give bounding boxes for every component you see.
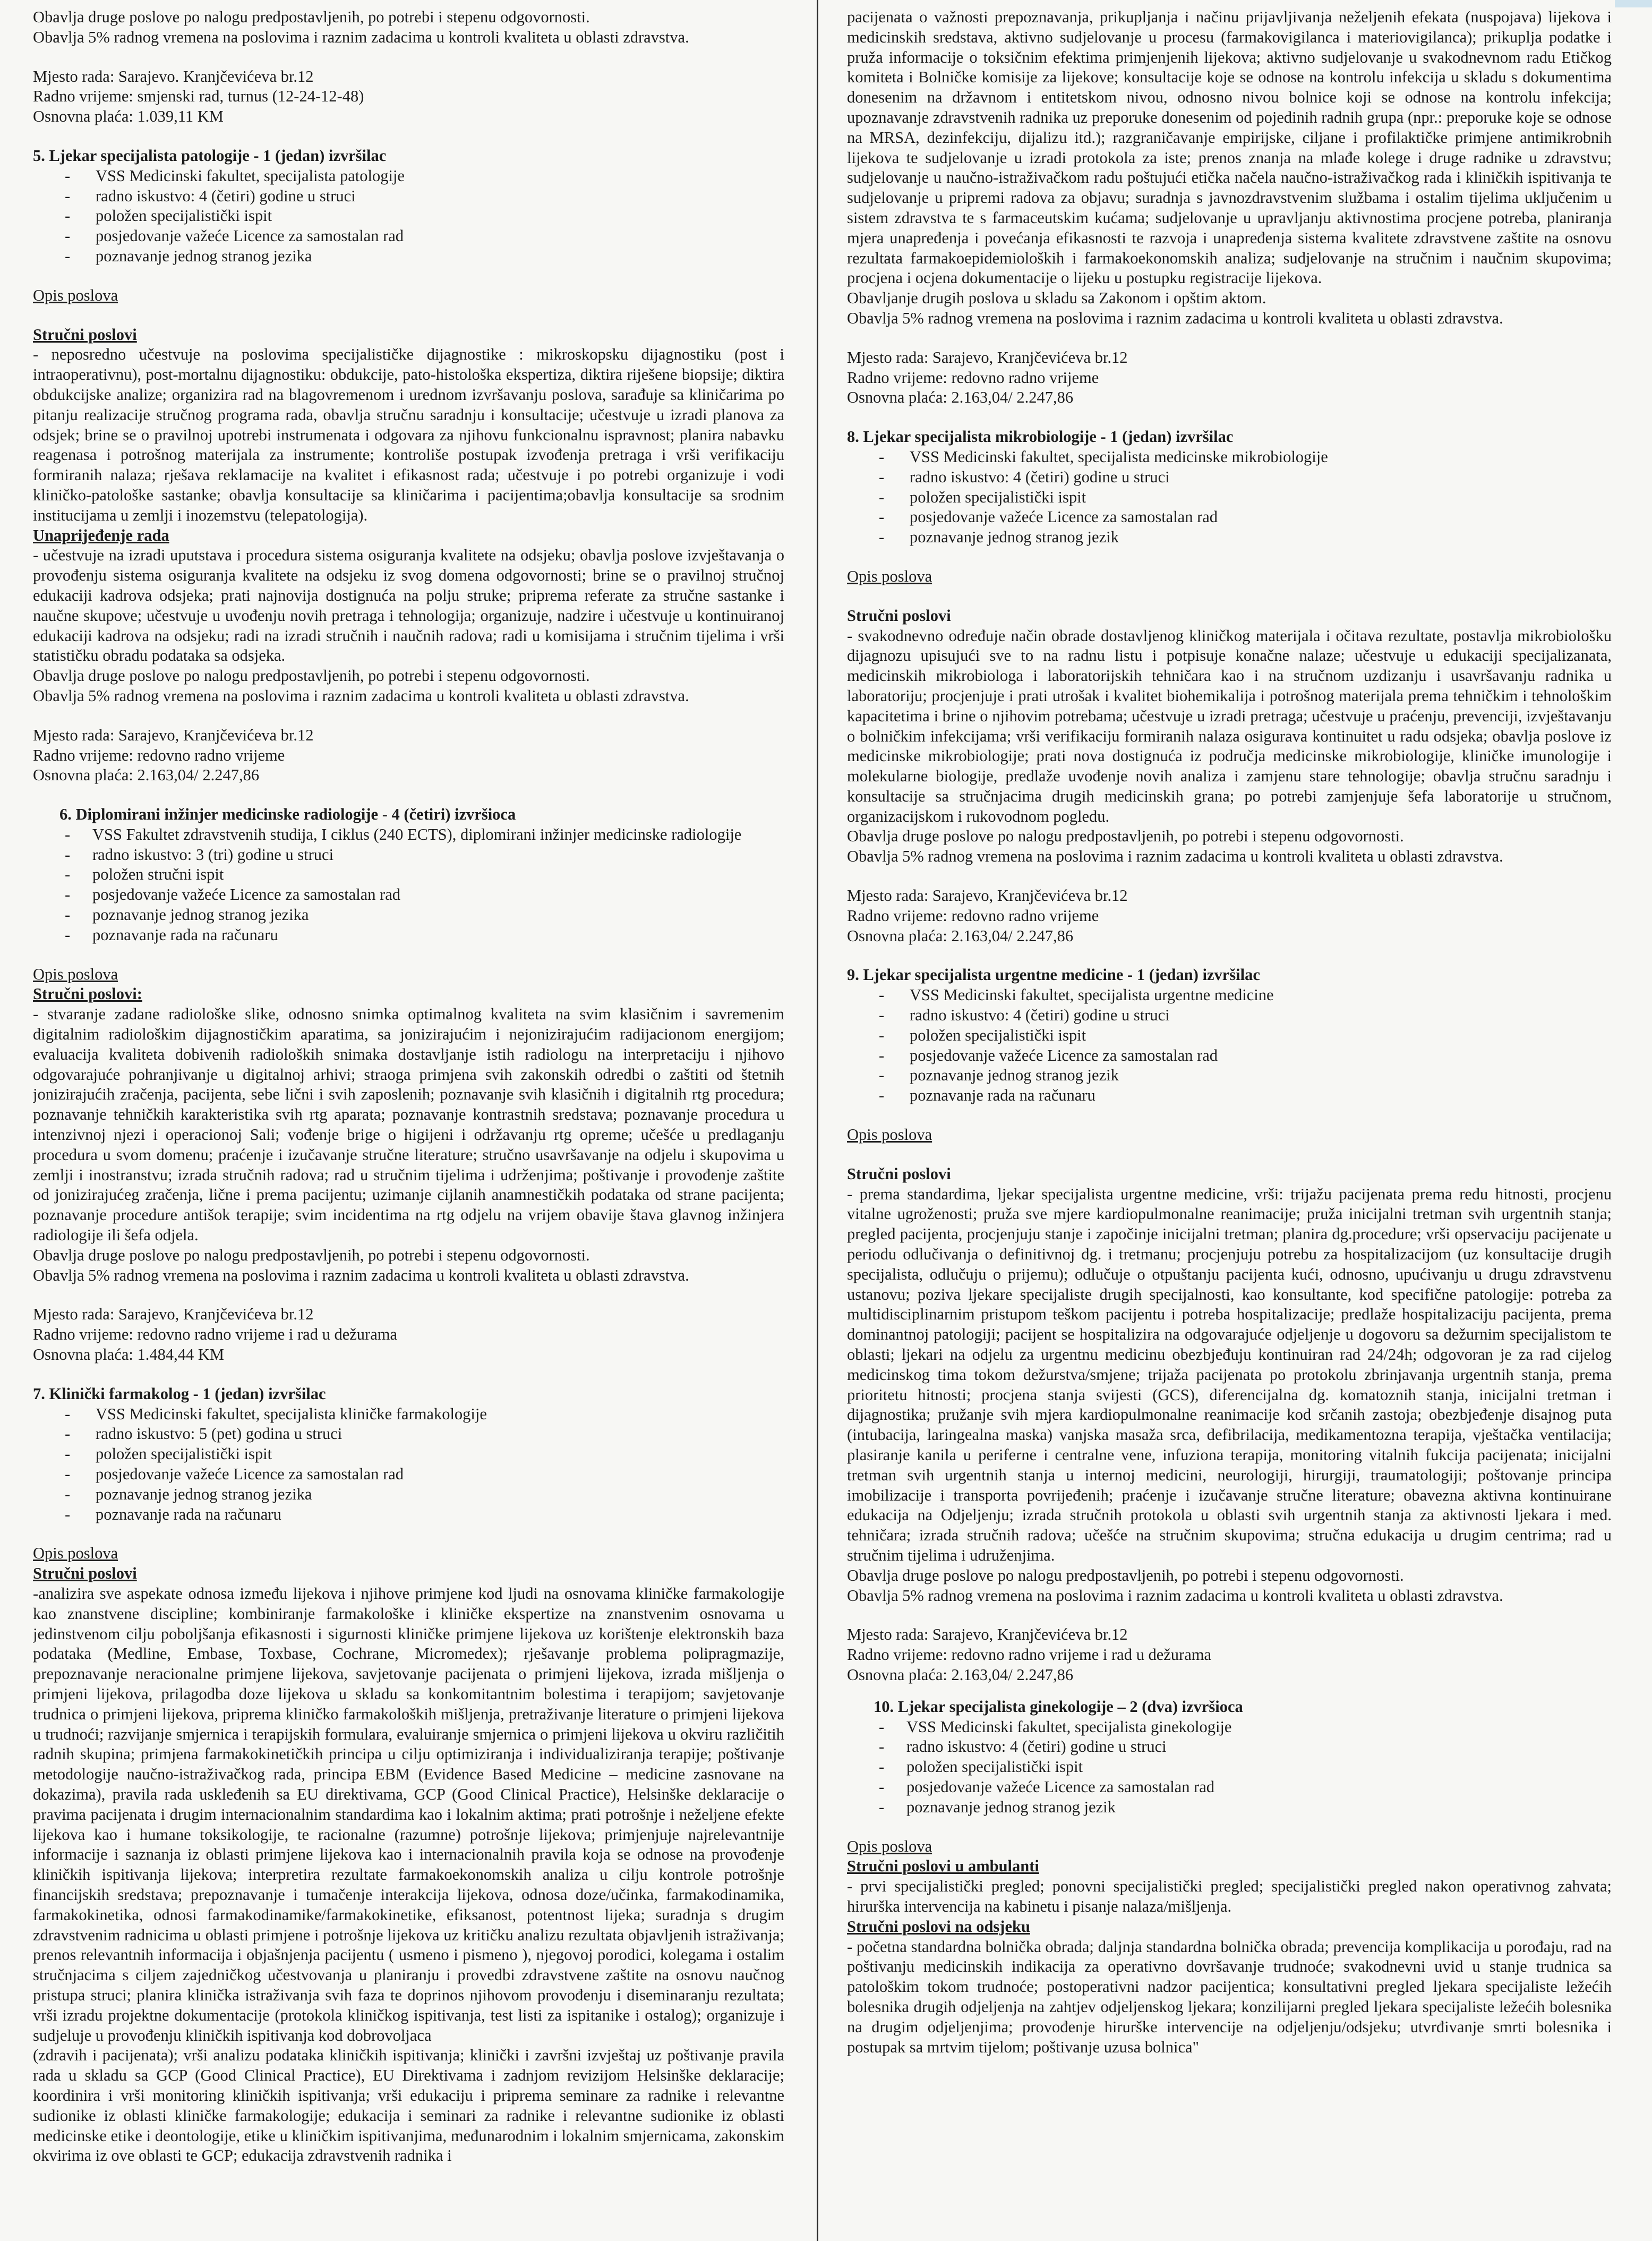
requirement-item: - položen stručni ispit xyxy=(33,865,784,885)
quality-pct: Obavlja 5% radnog vremena na poslovima i raznim zadacima u kontroli kvaliteta u oblasti zdravstva. xyxy=(33,1266,689,1284)
section-10 xyxy=(847,1697,1612,2058)
requirement-item: - radno iskustvo: 4 (četiri) godine u struci xyxy=(847,1737,1612,1757)
requirements-list xyxy=(847,447,1612,548)
work-place: Mjesto rada: Sarajevo, Kranjčevićeva br.12 xyxy=(847,1625,1128,1644)
opis-heading: Opis poslova xyxy=(847,567,932,585)
requirement-item: - VSS Medicinski fakultet, specijalista urgentne medicine xyxy=(847,985,1612,1006)
requirements-list xyxy=(847,985,1612,1106)
base-pay: Osnovna plaća: 2.163,04/ 2.247,86 xyxy=(847,1665,1074,1684)
work-place: Mjesto rada: Sarajevo, Kranjčevićeva br.12 xyxy=(33,1305,314,1324)
requirement-item: - posjedovanje važeće Licence za samostalan rad xyxy=(847,1777,1612,1797)
work-time: Radno vrijeme: redovno radno vrijeme xyxy=(33,746,285,764)
opis-heading: Opis poslova xyxy=(33,286,118,304)
requirement-item: - poznavanje jednog stranog jezika xyxy=(33,246,784,267)
base-pay: Osnovna plaća: 2.163,04/ 2.247,86 xyxy=(847,388,1074,407)
requirement-item: - poznavanje jednog stranog jezik xyxy=(847,1797,1612,1818)
base-pay: Osnovna plaća: 2.163,04/ 2.247,86 xyxy=(847,926,1074,945)
intro-place: Mjesto rada: Sarajevo. Kranjčevićeva br.12 xyxy=(33,67,314,86)
duties-text: -analizira sve aspekate odnosa između lijekova i njihove primjene kod ljudi na osnovama kliničke farmakologije kao znanstvene discipline; kombiniranje farmakološke i kliničke ekspertize na znanstvenim osnovama u jedinstvenom cilju poboljšanja efikasnosti i sigurnosti kliničke primjene lijekova uz korištenje elektronskih baza podataka (Medline, Embase, Toxbase, Cochrane, Micromedex); rješavanje problema polipragmazije, prepoznavanje neracionalne primjene lijekova, savjetovanje pacijenata o primjeni lijekova, izrada mišljenja o primjeni lijekova, prilagodba doze lijekova u skladu sa konkomitantnim bolestima i terapijom; savjetovanje trudnica o primjeni lijekova, priprema kliničko farmakoloških mišljenja, pretraživanje literature o primjeni lijekova u trudnoći; razvijanje smjernica i terapijskih formulara, evaluiranje smjernica o primjeni lijekova u okviru različitih radnih skupina; primjena farmakokinetičkih principa u cilju optimiziranja i individualiziranja terapije; poštivanje metodologije naučno-istraživačkog rada, principa EBM (Evidence Based Medicine – medicine zasnovane na dokazima), pravila rada uskleđenih sa EU direktivama, GCP (Good Clinical Practice), Helsinške deklaracije o pravima pacijenata i drugim internacionalnim standardima kao i lokalnim aktima; prati potrošnje i neželjene efekte lijekova kao i humane toksikologije, te racionalne (razumne) potrošnje lijekova; primjenjuje najrelevantnije informacije i saznanja iz oblasti primjene lijekova kao i internacionalnih pravila koja se odnose na provođenje kliničkih ispitivanja lijekova; interpretira rezultate farmakoekonomskih analiza u cilju kontrole potrošnje financijskih sredstava; prepoznavanje i tumačenje interakcija lijekova, odnosa doze/učinka, farmakodinamika, farmakokinetika, odnosi farmakodinamike/farmakokinetike, efiksanost, potentnost lijeka; suradnja s drugim zdravstvenim radnicima u oblasti primjene i potrošnje lijekova uz kritičku analizu rezultata objavljenih istraživanja; prenos relevantnih informacija i objašnjenja pacijentu ( usmeno i pismeno ), njegovoj porodici, kolegama i ostalim stručnjacima s ciljem zajedničkog učestvovanja u planiranju i provedbi zdravstvene zaštite na osnovu naučnog pristupa struci; planira klinička istraživanja svih faza te doprinos njihovom provođenju i diseminaranju rezultata; vrši izradu projektne dokumentacije (protokola kliničkog ispitivanja, test listi za ispitanike i ostalog); organizuje i sudjeluje u provođenju kliničkih ispitivanja kod dobrovoljaca xyxy=(33,1584,784,2044)
section-title: 8. Ljekar specijalista mikrobiologije - 1 (jedan) izvršilac xyxy=(847,428,1234,446)
requirements-list xyxy=(33,1404,784,1525)
quality-pct: Obavlja 5% radnog vremena na poslovima i raznim zadacima u kontroli kvaliteta u oblasti zdravstva. xyxy=(847,847,1503,866)
opis-heading: Opis poslova xyxy=(847,1126,932,1144)
section-7-continued: pacijenata o važnosti prepoznavanja, prikupljanja i načinu prijavljivanja neželjenih efekata (nuspojava) lijekova i medicinskih sredstava, aktivno sudjelovanje u procesu (farmakovigilanca i materiovigilanca); prikuplja podatke i pruža informacije o toksičnim efektima primjenjenih lijekova; aktivno sudjelovanje u svakodnevnom radu Etičkog komiteta i Bolničke komisije za lijekove; konsultacije koje se odnose na kontrolu infekcija u skladu s dokumentima donesenim na državnom i entitetskom nivou, odnosno nivou bolnice koji se odnose na kontrolu infekcija; upoznavanje zdravstvenih radnika uz preporuke donesenim od pojedinih radnih grupa (npr.: preporuke koje se odnose na MRSA, dezinfekciju, dijalizu itd.); razgraničavanje empirijske, ciljane i profilaktičke primjene antimikrobnih lijekova te sudjelovanje u izradi protokola za iste; prenos znanja na mlađe kolege i druge radnike u zdravstvu; sudjelovanje u naučno-istraživačkom radu poštujući etička načela naučno-istraživačkog rada i kliničkih ispitivanja te sudjelovanje u pripremi radova za objavu; suradnja s javnozdravstvenim službama i ostalim tijelima uključenim u sistem zdravstva te s farmaceutskim kućama; sudjelovanje u upravljanju aktivnostima procjene potreba, planiranja mjera unapređenja i povećanja efikasnosti te razvoja i unapređenja sistema kvalitete zdravstvene zaštite na osnovu rezultata farmakoepidemioloških i farmakoekonomskih analiza; sudjelovanje na stručnim i naučnim skupovima; procjena i ocjena dokumentacije o lijeku u postupku registracije lijekova. xyxy=(847,8,1612,287)
base-pay: Osnovna plaća: 2.163,04/ 2.247,86 xyxy=(33,766,260,785)
section-6 xyxy=(33,805,784,1365)
corner-mark xyxy=(1615,0,1652,7)
strucni-heading: Stručni poslovi xyxy=(847,1164,951,1183)
requirement-item: - poznavanje rada na računaru xyxy=(847,1086,1612,1106)
requirement-item: - radno iskustvo: 5 (pet) godina u struci xyxy=(33,1424,784,1444)
requirement-item: - poznavanje jednog stranog jezik xyxy=(847,527,1612,548)
intro-pct: Obavlja 5% radnog vremena na poslovima i raznim zadacima u kontroli kvaliteta u oblasti zdravstva. xyxy=(33,28,689,46)
ambulanta-heading: Stručni poslovi u ambulanti xyxy=(847,1857,1039,1876)
work-time: Radno vrijeme: redovno radno vrijeme i rad u dežurama xyxy=(33,1325,397,1344)
section-title: 6. Diplomirani inžinjer medicinske radiologije - 4 (četiri) izvršioca xyxy=(59,805,516,824)
column-divider xyxy=(817,0,818,2241)
work-time: Radno vrijeme: redovno radno vrijeme i rad u dežurama xyxy=(847,1646,1211,1664)
section-title: 5. Ljekar specijalista patologije - 1 (jedan) izvršilac xyxy=(33,146,387,165)
unapredjenje-heading: Unapriјeđenje rada xyxy=(33,526,169,544)
requirement-item: - posjedovanje važeće Licence za samostalan rad xyxy=(847,507,1612,527)
section-8 xyxy=(847,427,1612,946)
intro-time: Radno vrijeme: smjenski rad, turnus (12-24-12-48) xyxy=(33,87,364,106)
section-9 xyxy=(847,965,1612,1685)
requirement-item: - poznavanje jednog stranog jezika xyxy=(33,1485,784,1505)
improvement-text: - učestvuje na izradi uputstava i procedura sistema osiguranja kvalitete na odsjeku; obavlja poslove izvještavanja o provođenju sistema osiguranja kvalitete na odsjeku iz svog domena odgovornosti; brine se o pravilnoj stručnoj edukaciji kadrova odsjeka; prati najnovija dostignuća na polju struke; pripremа referate za stručne sastanke i naučne skupove; učestvuje u uvođenju novih pretraga i tehnologija; organizuje, nadzire i učestvuje u kontinuiranoj edukaciji kadrova na odsjeku; radi na izradi stručnih i naučnih radova; radi u komisijama i stručnim tijelima i vrši statističku obradu podataka sa odsjeka. xyxy=(33,546,784,665)
other-duties: Obavlja druge poslove po nalogu predpostavljenih, po potrebi i stepenu odgovornosti. xyxy=(847,1566,1404,1584)
duties-text: - prema standardima, ljekar specijalista urgentne medicine, vrši: trijažu pacijenata prema redu hitnosti, procjenu vitalne ugroženosti; pruža sve mjere kardiopulmonalne reanimacije; pruža inicijalni tretman svih urgentnih stanja; pregled pacijenta, procjenjuju stanje i započinje inicijalni tretman; planira dg.procedure; vrši opservaciju pacijenate u periodu odlučivanja o definitivnoj dg. i tretmanu; procjenjuju potrebu za hospitalizacijom (uz konsultacije drugih specijalista, odlučuju o prijemu); odlučuje o otpuštanju pacijenta kući, odnosno, upućivanju u drugu zdravstvenu ustanovu; poziva ljekare specijaliste drugih specijalnosti, kao konsultante, kod specifične patologije: potreba za multidisciplinarnim pristupom teškom pacijentu i potreba hospitalizacije; predlaže hospitalizaciju pacijenta, prema dominantnoj patologiji; pacijent se hospitalizira na odgovarajuće odjeljenje u dogovoru sa dežurnim specijalistom te oblasti; ljekari na odjelu za urgentnu medicinu obezbjeđuju kontinuiran rad 24/24h; odgovoran je za rad cijelog medicinskog tima tokom dežurstva/smjene; trijaža pacijenata po protokolu zbrinjavanja urgentnih stanja, prema prioritetu hitnosti; procjena stanja svijesti (GCS), diferencijalna dg. komatoznih stanja, inicijalni tretman i dijagnostika; pružanje svih mjera kardiopulmonalne reanimacije kod srčanih zastoja; obezbjeđenje disajnog puta (intubacija, laringealna maska) vanjska masaža srca, defibrilacija, medikamentozna terapija, vještačka ventilacija; plasiranje kanila u periferne i centralne vene, infuziona terapija, monitoring vitalnih fukcija pacijenata; inicijalni tretman svih urgentnih stanja u internoj medicini, neurologiji, hirurgiji, traumatologiji; poštovanje principa imobilizacije i transporta povrijeđenih; praćenje i izučavanje stručne literature; obavezna aktivna kontinuirane edukacija na Odjeljenju; izrada stručnih protokola u oblasti svih urgentnih stanja za aktivnosti ljekara i med. tehničara; izrada stručnih radova; učešće na stručnim skupovima; stručna edukacija u drugim centrima; rad u stručnim tijelima i udruženjima. xyxy=(847,1185,1612,1564)
duties-text: - neposredno učestvuje na poslovima specijalističke dijagnostike : mikroskopsku dijagnostiku (post i intraoperativnu), post-mortalnu dijagnostiku: obdukcije, pato-histološka ekspertiza, diktira riješene biopsije; diktira obdukcijske analize; organizira rad na blagovremenom i urednom izvršavanju poslova, sarađuje sa kliničarima po pitanju realizacije stručnog programa rada, obavlja stručnu saradnju i konsultacije; učestvuje u izradi planova za odsjek; brine se o pravilnoj upotrebi instrumenata i odgovara za njihovu funkcionalnu ispravnost; planira nabavku reagenasa i potrošnog materijala za instrumente; kontroliše postupak izvođenja pretraga i vrši verifikaciju formiranih nalaza; rješava reklamacije na kvalitet i efikasnost rada; učestvuje i po potrebi organizuje i vodi kliničko-patološke sastanke; obavlja konsultacije sa kliničarima i pacijentima;obavlja konsultacije sa srodnim institucijama u zemlji i inozemstvu (telepatologija). xyxy=(33,345,784,524)
requirement-item: - položen specijalistički ispit xyxy=(847,1757,1612,1777)
duties-text: - svakodnevno određuje način obrade dostavljenog kliničkog materijala i očitava rezultate, postavlja mikrobiološku dijagnozu upisujući sve to na radnu listu i potpisuje konačne nalaze; učestvuje u edukaciji specijalizanata, medicinskih mikrobiologa i laboratorijskih tehničara kao i na stručnom uzdizanju i usavršavanju radnika u laboratoriju; procjenjuje i prati utrošak i kvalitet biohemikalija i potrošnog materijala prema tehničkim i tehnološkim kapacitetima i brine o njihovim potrebama; učestvuje u izradi pretraga; učestvuje u praćenju, prevenciji, izvještavanju o bolničkim infekcijama; vrši verifikaciju formiranih nalaza osiguravа kontinuitet u radu odsjeka; obavlja poslove iz medicinske mikrobiologije; prati nova dostignuća iz područja medicinske mikrobiologije, kliničke imunologije i molekularne biologije, predlaže uvođenje novih analiza i zamjenu stare tehnologije; obavlja stručnu saradnju i konsultacije sa stručnjacima drugih medicinskih grana; po potrebi zamjenjuje šefa laboratorije u stručnom, organizacijskom i rukovodnom pogledu. xyxy=(847,626,1612,825)
requirement-item: - VSS Fakultet zdravstvenih studija, I ciklus (240 ECTS), diplomirani inžinjer medicinske radiologije xyxy=(33,825,784,845)
requirement-item: - posjedovanje važeće Licence za samostalan rad xyxy=(33,226,784,246)
other-duties: Obavlja druge poslove po nalogu predpostavljenih, po potrebi i stepenu odgovornosti. xyxy=(33,1246,590,1264)
section-7 xyxy=(33,1384,784,2166)
strucni-heading: Stručni poslovi xyxy=(33,1564,137,1583)
requirement-item: - poznavanje jednog stranog jezika xyxy=(33,905,784,925)
section-5 xyxy=(33,146,784,786)
requirements-list xyxy=(33,825,784,945)
base-pay: Osnovna plaća: 1.484,44 KM xyxy=(33,1345,225,1364)
requirement-item: - položen specijalistički ispit xyxy=(33,1444,784,1464)
requirement-item: - radno iskustvo: 4 (četiri) godine u struci xyxy=(847,1006,1612,1026)
other-duties: Obavlja druge poslove po nalogu predpostavljenih, po potrebi i stepenu odgovornosti. xyxy=(847,827,1404,846)
requirement-item: - poznavanje rada na računaru xyxy=(33,925,784,945)
right-column xyxy=(847,7,1612,2236)
opis-heading: Opis poslova xyxy=(847,1837,932,1855)
strucni-heading: Stručni poslovi xyxy=(33,325,137,344)
work-time: Radno vrijeme: redovno radno vrijeme xyxy=(847,906,1099,925)
requirement-item: - VSS Medicinski fakultet, specijalista kliničke farmakologije xyxy=(33,1404,784,1425)
quality-pct: Obavlja 5% radnog vremena na poslovima i raznim zadacima u kontroli kvaliteta u oblasti zdravstva. xyxy=(847,309,1503,327)
opis-heading: Opis poslova xyxy=(33,965,118,983)
work-place: Mjesto rada: Sarajevo, Kranjčevićeva br.12 xyxy=(847,348,1128,367)
requirement-item: - radno iskustvo: 4 (četiri) godine u struci xyxy=(847,467,1612,488)
requirements-list xyxy=(33,166,784,267)
section-title: 7. Klinički farmakolog - 1 (jedan) izvršilac xyxy=(33,1384,326,1403)
work-place: Mjesto rada: Sarajevo, Kranjčevićeva br.12 xyxy=(847,887,1128,905)
work-place: Mjesto rada: Sarajevo, Kranjčevićeva br.12 xyxy=(33,726,314,744)
opis-heading: Opis poslova xyxy=(33,1544,118,1563)
requirement-item: - položen specijalistički ispit xyxy=(33,206,784,226)
strucni-heading: Stručni poslovi xyxy=(847,606,951,625)
requirement-item: - posjedovanje važeće Licence za samostalan rad xyxy=(847,1046,1612,1066)
requirement-item: - VSS Medicinski fakultet, specijalista ginekologije xyxy=(847,1717,1612,1737)
ambulanta-text: - prvi specijalistički pregled; ponovni specijalistički pregled; specijalistički pregled nakon operativnog zahvata; hirurška intervencija na kabinetu i pisanje nalaza/mišljenja. xyxy=(847,1877,1612,1915)
strucni-heading: Stručni poslovi: xyxy=(33,985,142,1003)
requirement-item: - posjedovanje važeće Licence za samostalan rad xyxy=(33,885,784,905)
duties-text-continued: (zdravih i pacijenata); vrši analizu podataka kliničkih ispitivanja; klinički i završni izvještaj uz poštivanje pravila rada u skladu sa GCP (Good Clinical Practice), EU Direktivama i zadnjom revizijom Helsinške deklaracije; koordinira i vrši monitoring kliničkih ispitivanja; vrši edukaciju i priprema seminare za radnike i relevantne sudionike iz oblasti kliničke farmakologije; edukacija i seminari za radnike i relevantne sudionike iz oblasti medicinske etike i deontologije, etike u kliničkim ispitivanjima, međunarodnim i lokalnim smjernicama, zakonskim okvirima iz ove oblasti te GCP; edukacija zdravstvenih radnika i xyxy=(33,2046,784,2165)
requirement-item: - radno iskustvo: 4 (četiri) godine u struci xyxy=(33,186,784,207)
requirement-item: - VSS Medicinski fakultet, specijalista medicinske mikrobiologije xyxy=(847,447,1612,467)
duties-text: - stvaranje zadane radiološke slike, odnosno snimka optimalnog kvaliteta na svim klasičnim i savremenim digitalnim radiološkim dijagnostičkim aparatima, sa jonizirajućim i nejonizirajućim radijacionom energijom; evaluacija kvaliteta dobivenih radioloških snimaka dostavljanje istih radiologu na interpretaciju i njihovo odgovarajuće pohranjivanje u digitalnoj arhivi; straoga primjena svih zakonskih odredbi o zaštiti od štetnih jonizirajućih zračenja, pacijenta, sebe lični i svih zaposlenih; poznavanje svih klasičnih i digitalnih rtg procedura; poznavanje tehničkih karakteristika svih rtg aparata; poznavanje kontrastnih sredstava; poznavanje procedura u intenzivnoj njezi i operacionoj Sali; vođenje brige o higijeni i održavanju rtg opreme; učešće u predlaganju procedura u svom domenu; praćenje i izučavanje stručne literature; stručno usavršavanje na odjelu i skupovima u zemlji i inostranstvu; izrada stručnih radova; rad u stručnim tijelima i udrženjima; poštivanje i provođenje zaštite od jonizirajućeg zračenja, lične i prema pacijentu; uzimanje cijlanih anamnestičkih podataka od strane pacijenta; poznavanje procedure antišok terapije; svim incidentima na rtg odjelu na vrijem obavije štava glavnog inžinjera radiologije ili šefa odjela. xyxy=(33,1005,784,1245)
work-time: Radno vrijeme: redovno radno vrijeme xyxy=(847,368,1099,387)
requirement-item: - položen specijalistički ispit xyxy=(847,488,1612,508)
intro-other: Obavlja druge poslove po nalogu predpostavljenih, po potrebi i stepenu odgovornosti. xyxy=(33,8,590,26)
quality-pct: Obavlja 5% radnog vremena na poslovima i raznim zadacima u kontroli kvaliteta u oblasti zdravstva. xyxy=(847,1586,1503,1605)
requirements-list xyxy=(847,1717,1612,1818)
section-title: 9. Ljekar specijalista urgentne medicine - 1 (jedan) izvršilac xyxy=(847,966,1260,984)
requirement-item: - poznavanje jednog stranog jezik xyxy=(847,1066,1612,1086)
section-title: 10. Ljekar specijalista ginekologije – 2 (dva) izvršioca xyxy=(874,1697,1243,1716)
requirement-item: - radno iskustvo: 3 (tri) godine u struci xyxy=(33,845,784,865)
requirement-item: - VSS Medicinski fakultet, specijalista patologije xyxy=(33,166,784,186)
odsjek-heading: Stručni poslovi na odsjeku xyxy=(847,1917,1030,1936)
requirement-item: - poznavanje rada na računaru xyxy=(33,1505,784,1525)
requirement-item: - položen specijalistički ispit xyxy=(847,1026,1612,1046)
intro-pay: Osnovna plaća: 1.039,11 KM xyxy=(33,107,224,126)
quality-pct: Obavlja 5% radnog vremena na poslovima i raznim zadacima u kontroli kvaliteta u oblasti zdravstva. xyxy=(33,686,689,705)
odsjek-text: - početna standardna bolnička obrada; daljnja standardna bolnička obrada; prevencija komplikacija u porođaju, rad na poštivanju medicinskih indikacija za operativno dovršavanje trudnoće; svakodnevni uvid u stanje trudnica sa patološkim tokom trudnoće; postoperativni nadzor pacijentica; konsultativni pregled ljekara specijaliste ležećih bolesnika drugih odjeljenja na zahtjev odjeljenskog ljekara; konzilijarni pregled ljekara specijaliste ležećih bolesnika na drugim odjeljenjima; provođenje hirurške intervencije na odjeljenju/odsjeku; utvrđivanje smrti bolesnika i postupak sa mrtvim tijelom; poštivanje uzusa bolnica" xyxy=(847,1937,1612,2056)
left-column xyxy=(33,7,784,2236)
other-duties: Obavljanje drugih poslova u skladu sa Zakonom i opštim aktom. xyxy=(847,289,1266,308)
other-duties: Obavlja druge poslove po nalogu predpostavljenih, po potrebi i stepenu odgovornosti. xyxy=(33,667,590,685)
requirement-item: - posjedovanje važeće Licence za samostalan rad xyxy=(33,1464,784,1485)
